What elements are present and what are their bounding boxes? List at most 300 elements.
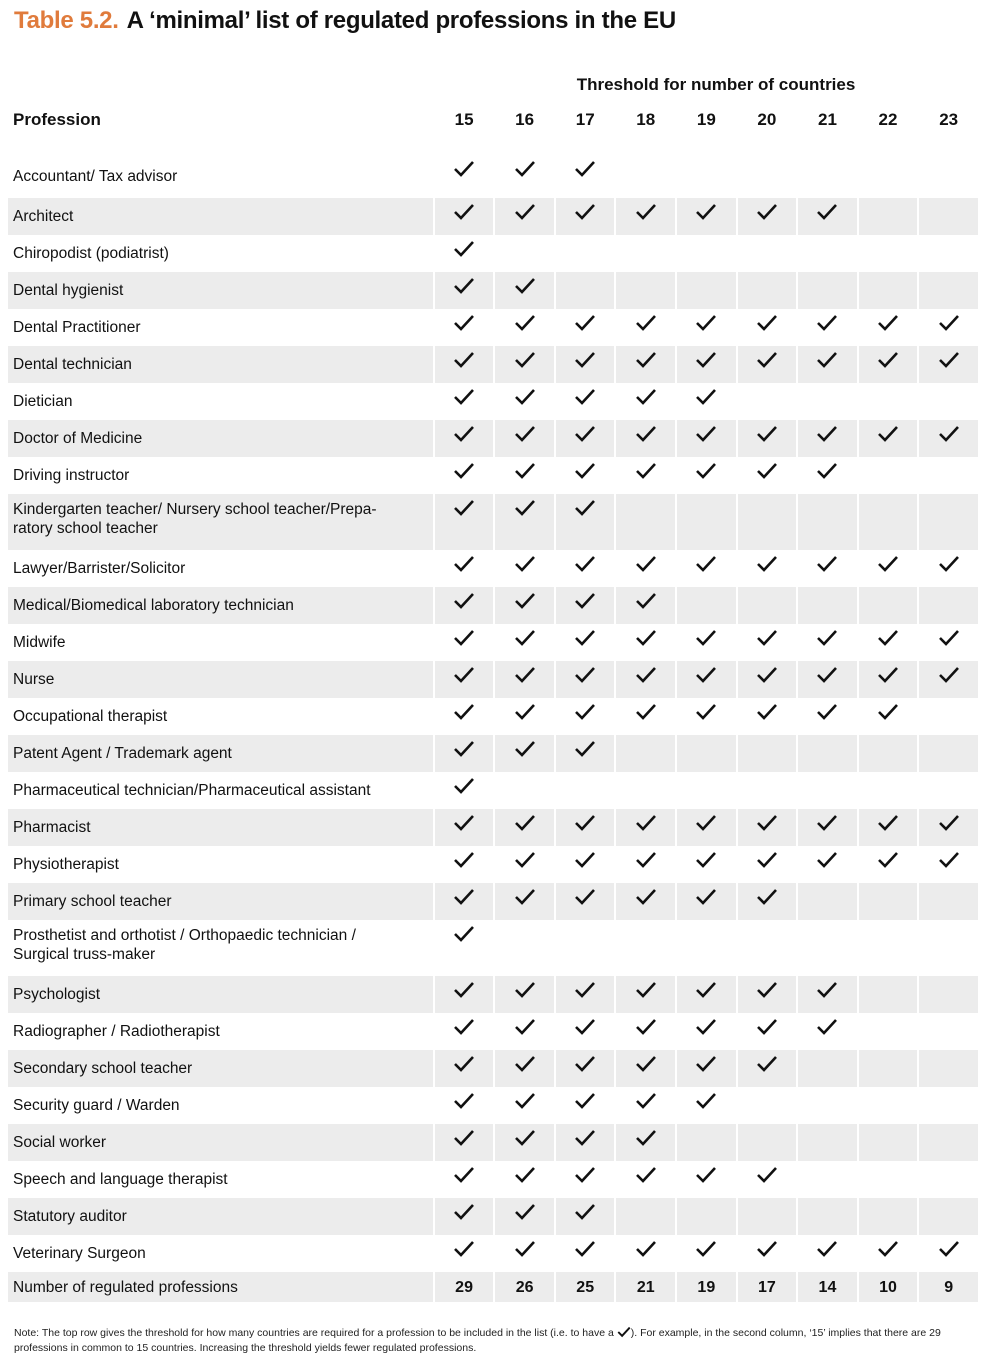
- check-cell: [738, 198, 797, 235]
- empty-cell: [919, 494, 978, 550]
- empty-cell: [798, 772, 857, 809]
- empty-cell: [859, 587, 918, 624]
- check-icon: [816, 1018, 838, 1036]
- table-note: [14, 1326, 974, 1356]
- check-icon: [695, 351, 717, 369]
- check-cell: [919, 309, 978, 346]
- empty-cell: [556, 235, 615, 272]
- total-value: 17: [738, 1272, 797, 1302]
- check-icon: [453, 814, 475, 832]
- check-cell: [677, 809, 736, 846]
- check-icon: [635, 425, 657, 443]
- totals-label: Number of regulated professions: [8, 1272, 433, 1302]
- check-cell: [677, 1013, 736, 1050]
- check-icon: [453, 1240, 475, 1258]
- check-icon: [514, 388, 536, 406]
- empty-cell: [919, 920, 978, 976]
- check-icon: [514, 851, 536, 869]
- check-icon: [695, 1092, 717, 1110]
- table-row: [8, 883, 978, 920]
- profession-name-line: Kindergarten teacher/ Nursery school teacher/Prepa-: [13, 501, 377, 518]
- check-icon: [756, 462, 778, 480]
- check-cell: [798, 976, 857, 1013]
- check-icon: [816, 981, 838, 999]
- check-cell: [495, 272, 554, 309]
- check-cell: [556, 1124, 615, 1161]
- check-cell: [738, 883, 797, 920]
- profession-name: Psychologist: [8, 976, 433, 1013]
- empty-cell: [798, 272, 857, 309]
- profession-name: Physiotherapist: [13, 856, 119, 873]
- check-cell: [919, 846, 978, 883]
- table-row: [8, 383, 978, 420]
- threshold-header-18: 18: [636, 110, 656, 129]
- check-cell: [435, 661, 494, 698]
- empty-cell: [859, 235, 918, 272]
- check-icon: [617, 1326, 631, 1338]
- empty-cell: [859, 920, 918, 976]
- check-icon: [695, 703, 717, 721]
- table-row: [8, 1013, 978, 1050]
- check-icon: [695, 555, 717, 573]
- empty-cell: [859, 772, 918, 809]
- check-cell: [677, 1235, 736, 1272]
- check-cell: [798, 1235, 857, 1272]
- check-icon: [635, 555, 657, 573]
- check-icon: [635, 1240, 657, 1258]
- empty-cell: [919, 1124, 978, 1161]
- empty-cell: [738, 735, 797, 772]
- check-icon: [453, 925, 475, 943]
- check-icon: [453, 1203, 475, 1221]
- profession-name: Pharmacist: [8, 809, 433, 846]
- table-title-text: A ‘minimal’ list of regulated professions in the EU: [126, 7, 676, 34]
- check-icon: [756, 314, 778, 332]
- check-icon: [635, 629, 657, 647]
- check-icon: [816, 425, 838, 443]
- check-cell: [616, 1013, 675, 1050]
- threshold-header-23: 23: [939, 110, 959, 129]
- check-cell: [435, 1124, 494, 1161]
- check-cell: [435, 587, 494, 624]
- empty-cell: [798, 155, 857, 198]
- profession-name: Driving instructor: [13, 467, 130, 484]
- check-cell: [859, 846, 918, 883]
- empty-cell: [919, 772, 978, 809]
- table-row: [8, 1050, 978, 1087]
- check-cell: [859, 1235, 918, 1272]
- check-cell: [556, 309, 615, 346]
- check-cell: [616, 624, 675, 661]
- empty-cell: [677, 494, 736, 550]
- check-icon: [574, 499, 596, 517]
- empty-cell: [919, 735, 978, 772]
- empty-cell: [798, 920, 857, 976]
- empty-cell: [677, 735, 736, 772]
- check-icon: [514, 666, 536, 684]
- check-cell: [677, 309, 736, 346]
- check-icon: [514, 1129, 536, 1147]
- check-cell: [738, 1161, 797, 1198]
- check-icon: [635, 1092, 657, 1110]
- check-icon: [756, 1018, 778, 1036]
- check-cell: [435, 346, 494, 383]
- check-icon: [574, 592, 596, 610]
- empty-cell: [738, 920, 797, 976]
- note-text-after: ). For example, in the second column, ‘15’ implies that there are 29 professions in common to 15 countries. Increasing the threshold yields fewer regulated professions.: [14, 1327, 941, 1354]
- check-icon: [453, 703, 475, 721]
- empty-cell: [919, 1050, 978, 1087]
- check-cell: [495, 1161, 554, 1198]
- empty-cell: [798, 1050, 857, 1087]
- profession-name: Dietician: [13, 393, 73, 410]
- check-icon: [938, 666, 960, 684]
- check-cell: [919, 661, 978, 698]
- check-cell: [556, 383, 615, 420]
- profession-name: [8, 494, 433, 550]
- check-cell: [859, 309, 918, 346]
- check-icon: [514, 1055, 536, 1073]
- empty-cell: [859, 1013, 918, 1050]
- table-row: [8, 1087, 978, 1124]
- check-cell: [495, 587, 554, 624]
- check-cell: [859, 624, 918, 661]
- check-cell: [616, 346, 675, 383]
- check-cell: [435, 976, 494, 1013]
- empty-cell: [859, 198, 918, 235]
- empty-cell: [677, 1124, 736, 1161]
- empty-cell: [798, 735, 857, 772]
- check-cell: [495, 1124, 554, 1161]
- profession-name: Accountant/ Tax advisor: [13, 168, 178, 185]
- empty-cell: [616, 1198, 675, 1235]
- check-icon: [453, 1129, 475, 1147]
- check-icon: [453, 499, 475, 517]
- check-cell: [435, 624, 494, 661]
- check-icon: [695, 1240, 717, 1258]
- check-icon: [514, 277, 536, 295]
- check-cell: [556, 1161, 615, 1198]
- total-value: 10: [859, 1272, 918, 1302]
- empty-cell: [798, 1161, 857, 1198]
- table-row: [8, 1161, 978, 1198]
- check-cell: [435, 698, 494, 735]
- check-cell: [677, 661, 736, 698]
- check-icon: [816, 851, 838, 869]
- empty-cell: [616, 155, 675, 198]
- check-cell: [556, 1050, 615, 1087]
- table-row: [8, 550, 978, 587]
- total-value: 26: [495, 1272, 554, 1302]
- empty-cell: [919, 198, 978, 235]
- check-icon: [877, 1240, 899, 1258]
- profession-name: Veterinary Surgeon: [13, 1245, 146, 1262]
- check-cell: [556, 735, 615, 772]
- total-value: 21: [616, 1272, 675, 1302]
- check-cell: [677, 383, 736, 420]
- check-icon: [695, 1166, 717, 1184]
- check-cell: [556, 198, 615, 235]
- table-row: [8, 494, 978, 550]
- check-icon: [756, 888, 778, 906]
- check-cell: [738, 846, 797, 883]
- profession-name: Architect: [8, 198, 433, 235]
- check-icon: [453, 1166, 475, 1184]
- check-cell: [616, 383, 675, 420]
- check-icon: [574, 462, 596, 480]
- check-icon: [816, 666, 838, 684]
- check-icon: [514, 629, 536, 647]
- check-cell: [435, 383, 494, 420]
- check-icon: [695, 203, 717, 221]
- check-cell: [435, 457, 494, 494]
- check-cell: [616, 1087, 675, 1124]
- check-cell: [616, 457, 675, 494]
- check-cell: [738, 309, 797, 346]
- check-cell: [859, 809, 918, 846]
- check-cell: [677, 1161, 736, 1198]
- check-cell: [556, 1198, 615, 1235]
- check-icon: [635, 1018, 657, 1036]
- check-cell: [556, 698, 615, 735]
- check-icon: [574, 1018, 596, 1036]
- check-cell: [738, 1050, 797, 1087]
- empty-cell: [919, 1013, 978, 1050]
- profession-name-line: ratory school teacher: [13, 520, 158, 537]
- check-icon: [453, 240, 475, 258]
- check-cell: [738, 698, 797, 735]
- profession-name-line: Prosthetist and orthotist / Orthopaedic technician /: [13, 927, 356, 944]
- profession-name: [8, 920, 433, 976]
- check-cell: [677, 198, 736, 235]
- check-cell: [798, 661, 857, 698]
- check-icon: [756, 629, 778, 647]
- check-cell: [738, 809, 797, 846]
- check-icon: [695, 629, 717, 647]
- check-cell: [495, 883, 554, 920]
- total-value: 19: [677, 1272, 736, 1302]
- check-icon: [695, 851, 717, 869]
- empty-cell: [919, 1087, 978, 1124]
- check-icon: [514, 1240, 536, 1258]
- check-icon: [756, 425, 778, 443]
- check-icon: [816, 555, 838, 573]
- empty-cell: [919, 235, 978, 272]
- check-icon: [756, 851, 778, 869]
- check-icon: [877, 703, 899, 721]
- check-icon: [635, 888, 657, 906]
- table-row: [8, 1235, 978, 1272]
- check-icon: [635, 1129, 657, 1147]
- empty-cell: [919, 883, 978, 920]
- check-icon: [635, 388, 657, 406]
- check-icon: [816, 703, 838, 721]
- check-cell: [435, 772, 494, 809]
- table-row: [8, 624, 978, 661]
- check-icon: [574, 851, 596, 869]
- check-cell: [919, 809, 978, 846]
- check-cell: [435, 1050, 494, 1087]
- table-row: [8, 272, 978, 309]
- check-cell: [556, 346, 615, 383]
- check-icon: [574, 425, 596, 443]
- check-cell: [798, 309, 857, 346]
- check-cell: [616, 698, 675, 735]
- check-cell: [919, 1235, 978, 1272]
- check-icon: [574, 1055, 596, 1073]
- check-cell: [738, 457, 797, 494]
- check-icon: [695, 666, 717, 684]
- check-cell: [677, 420, 736, 457]
- check-icon: [635, 592, 657, 610]
- table-row: [8, 809, 978, 846]
- check-icon: [756, 1055, 778, 1073]
- check-cell: [435, 198, 494, 235]
- profession-name: Lawyer/Barrister/Solicitor: [13, 560, 186, 577]
- check-icon: [514, 555, 536, 573]
- check-icon: [756, 703, 778, 721]
- table-row: [8, 587, 978, 624]
- check-cell: [738, 1235, 797, 1272]
- empty-cell: [616, 235, 675, 272]
- empty-cell: [616, 772, 675, 809]
- check-icon: [453, 351, 475, 369]
- check-icon: [816, 462, 838, 480]
- empty-cell: [859, 1198, 918, 1235]
- empty-cell: [798, 494, 857, 550]
- profession-name: Occupational therapist: [13, 708, 168, 725]
- empty-cell: [798, 1198, 857, 1235]
- check-cell: [738, 420, 797, 457]
- check-cell: [435, 809, 494, 846]
- check-icon: [514, 203, 536, 221]
- check-icon: [514, 1166, 536, 1184]
- check-cell: [495, 550, 554, 587]
- empty-cell: [738, 587, 797, 624]
- check-cell: [495, 155, 554, 198]
- check-cell: [435, 1198, 494, 1235]
- check-cell: [859, 661, 918, 698]
- check-cell: [798, 420, 857, 457]
- check-icon: [938, 629, 960, 647]
- empty-cell: [859, 1050, 918, 1087]
- check-icon: [635, 703, 657, 721]
- check-cell: [616, 846, 675, 883]
- check-cell: [738, 976, 797, 1013]
- threshold-header-17: 17: [575, 110, 595, 129]
- check-icon: [756, 1240, 778, 1258]
- check-icon: [574, 1129, 596, 1147]
- check-cell: [435, 272, 494, 309]
- empty-cell: [798, 587, 857, 624]
- check-icon: [514, 703, 536, 721]
- check-icon: [514, 425, 536, 443]
- check-icon: [453, 1055, 475, 1073]
- check-cell: [919, 346, 978, 383]
- table-row: [8, 309, 978, 346]
- check-icon: [514, 499, 536, 517]
- profession-name: Patent Agent / Trademark agent: [8, 735, 433, 772]
- check-icon: [574, 1166, 596, 1184]
- table-row: [8, 235, 978, 272]
- empty-cell: [919, 1198, 978, 1235]
- check-cell: [798, 457, 857, 494]
- professions-table: [6, 102, 980, 1302]
- total-value: 29: [435, 1272, 494, 1302]
- check-cell: [556, 550, 615, 587]
- check-icon: [756, 351, 778, 369]
- check-icon: [453, 629, 475, 647]
- check-icon: [514, 462, 536, 480]
- check-cell: [495, 698, 554, 735]
- check-cell: [616, 309, 675, 346]
- empty-cell: [556, 920, 615, 976]
- empty-cell: [859, 1124, 918, 1161]
- profession-name: Security guard / Warden: [13, 1097, 180, 1114]
- check-icon: [877, 351, 899, 369]
- table-row: [8, 698, 978, 735]
- profession-name: Nurse: [8, 661, 433, 698]
- profession-name: Social worker: [8, 1124, 433, 1161]
- table-row: [8, 198, 978, 235]
- check-cell: [556, 1087, 615, 1124]
- check-cell: [616, 1235, 675, 1272]
- check-cell: [495, 1013, 554, 1050]
- empty-cell: [677, 772, 736, 809]
- check-icon: [695, 462, 717, 480]
- check-cell: [616, 1050, 675, 1087]
- check-cell: [556, 809, 615, 846]
- empty-cell: [677, 272, 736, 309]
- check-icon: [574, 351, 596, 369]
- check-cell: [556, 883, 615, 920]
- note-text-before: Note: The top row gives the threshold for how many countries are required for a profession to be included in the list (i.e. to have a: [14, 1327, 617, 1339]
- check-cell: [677, 624, 736, 661]
- check-cell: [677, 1087, 736, 1124]
- check-icon: [756, 666, 778, 684]
- check-icon: [453, 462, 475, 480]
- check-cell: [435, 309, 494, 346]
- check-icon: [574, 203, 596, 221]
- check-cell: [435, 494, 494, 550]
- check-cell: [495, 735, 554, 772]
- check-icon: [756, 814, 778, 832]
- check-cell: [677, 457, 736, 494]
- check-icon: [453, 160, 475, 178]
- check-icon: [938, 851, 960, 869]
- check-icon: [635, 1166, 657, 1184]
- empty-cell: [859, 735, 918, 772]
- check-icon: [453, 425, 475, 443]
- table-row: [8, 420, 978, 457]
- empty-cell: [616, 272, 675, 309]
- check-cell: [798, 698, 857, 735]
- check-cell: [616, 883, 675, 920]
- empty-cell: [919, 457, 978, 494]
- empty-cell: [616, 920, 675, 976]
- check-cell: [616, 198, 675, 235]
- check-icon: [938, 314, 960, 332]
- check-cell: [435, 1235, 494, 1272]
- spacer: [8, 138, 978, 155]
- table-row: [8, 1124, 978, 1161]
- check-icon: [453, 388, 475, 406]
- check-cell: [859, 550, 918, 587]
- table-row: [8, 1198, 978, 1235]
- empty-cell: [738, 1087, 797, 1124]
- check-cell: [798, 809, 857, 846]
- check-cell: [495, 1198, 554, 1235]
